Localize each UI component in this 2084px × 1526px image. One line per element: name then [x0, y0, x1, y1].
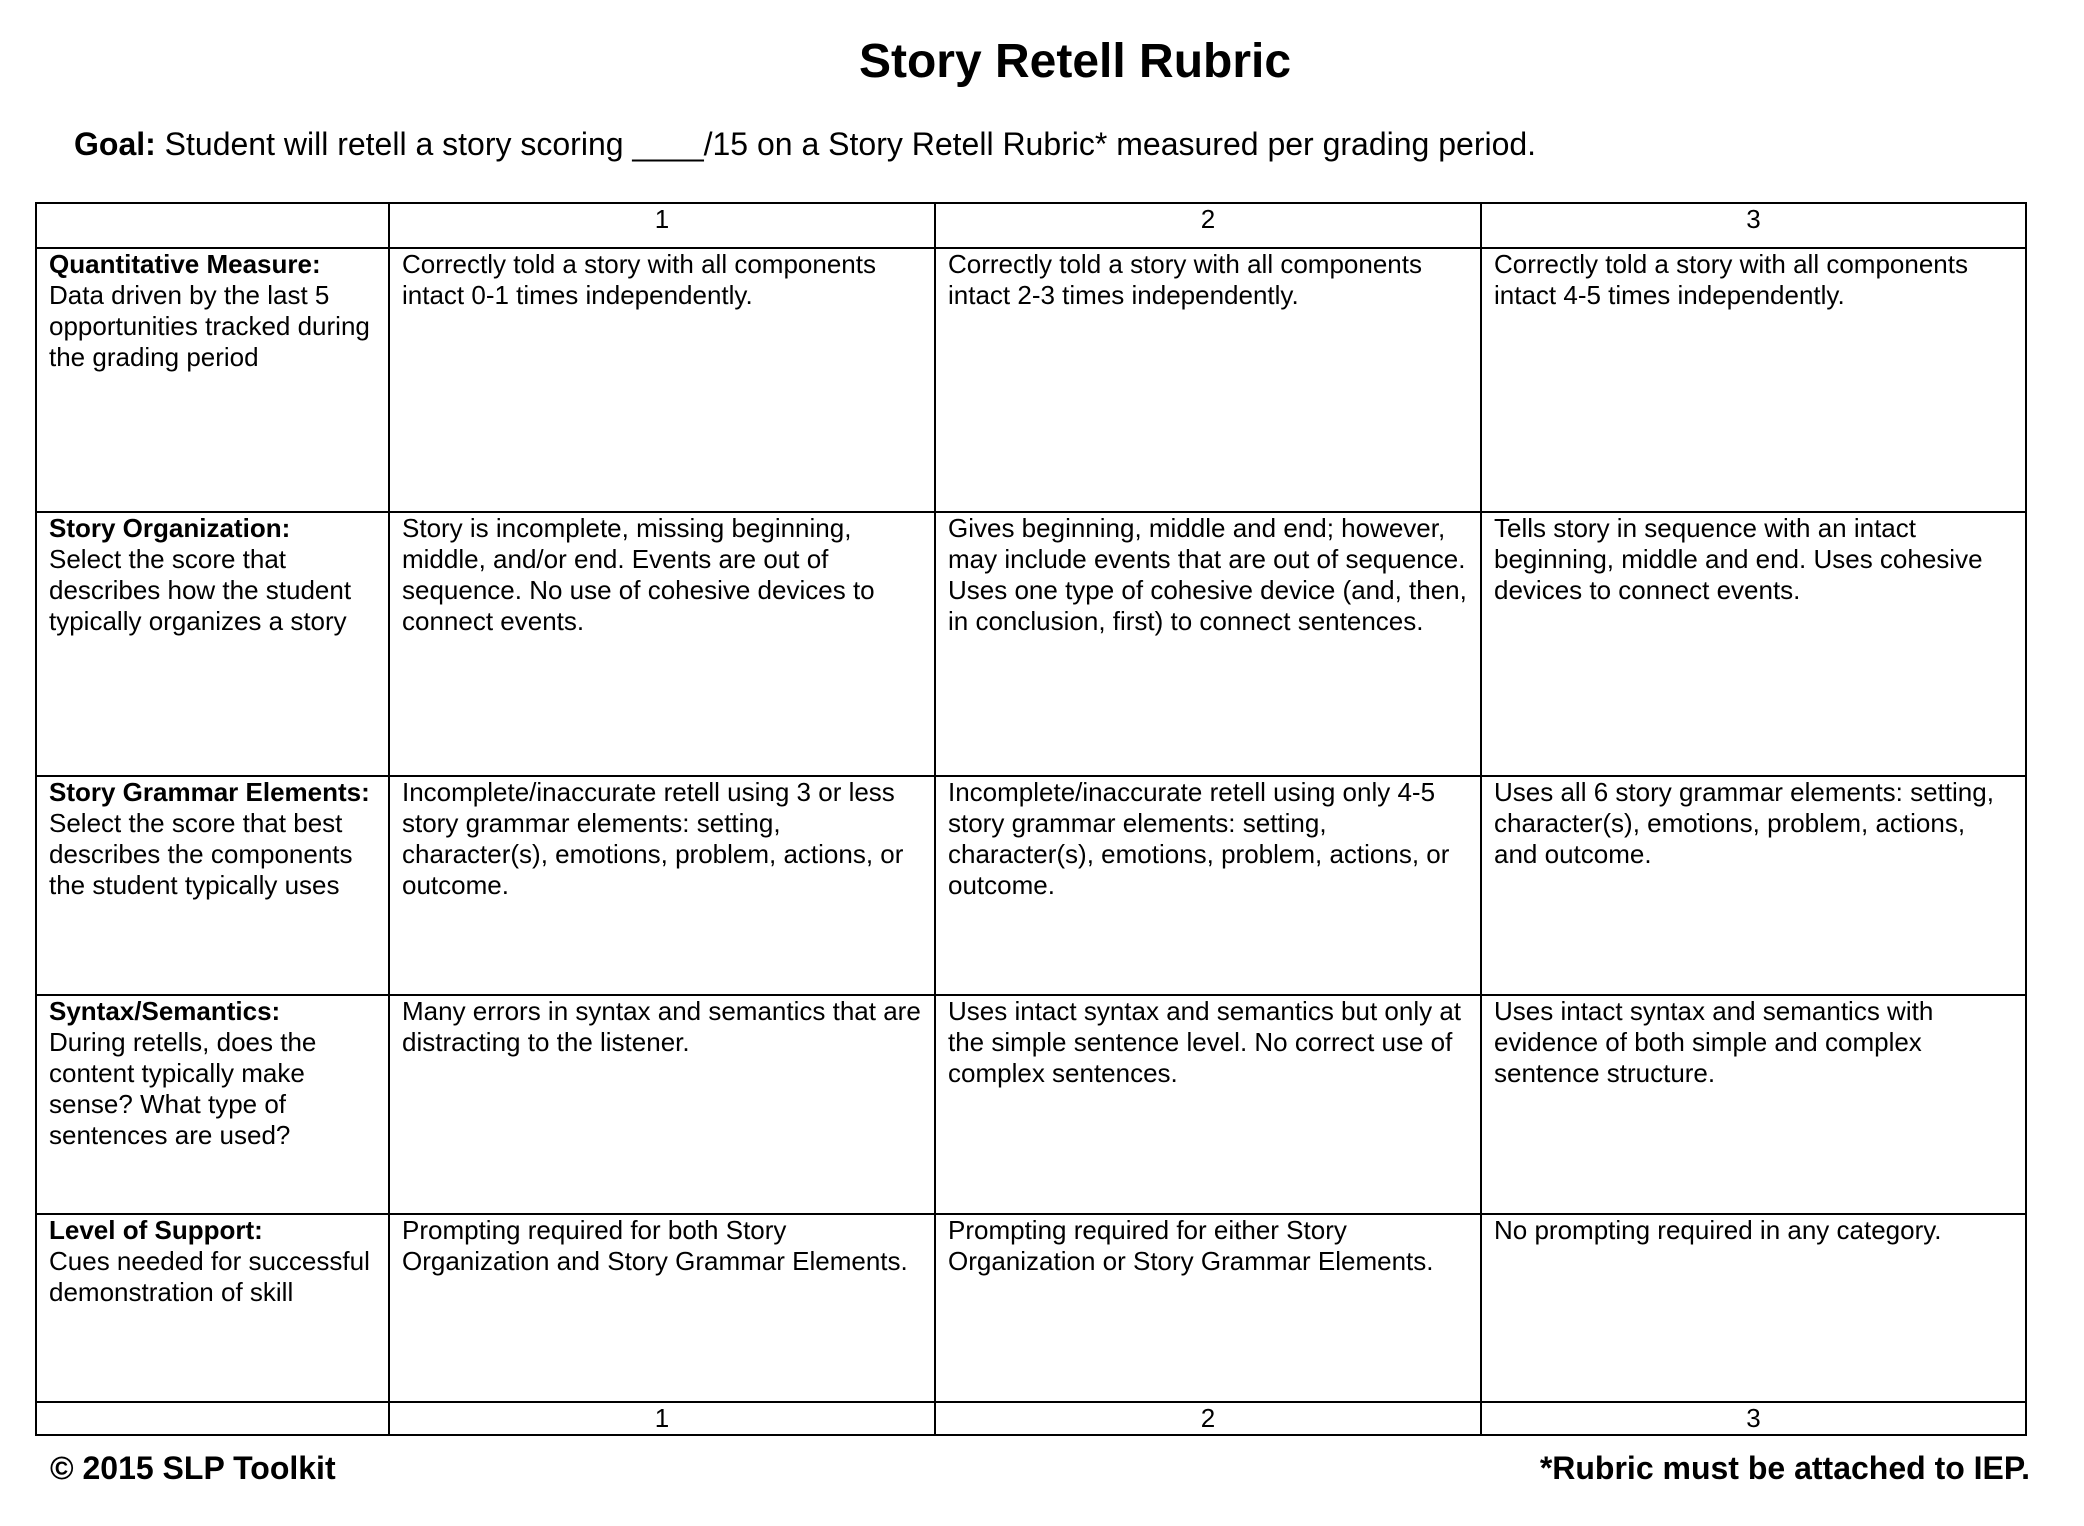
score-cell-2: Gives beginning, middle and end; however, may include events that are out of sequence. Uses one type of cohesive device (and, then, in conclusion, first) to connect sentences.	[935, 512, 1481, 776]
category-cell	[36, 1214, 389, 1402]
rubric-row-organization	[36, 512, 2026, 776]
score-cell-2: Incomplete/inaccurate retell using only 4-5 story grammar elements: setting, character(s), emotions, problem, actions, or outcome.	[935, 776, 1481, 995]
category-cell	[36, 248, 389, 512]
goal-statement	[74, 124, 1536, 164]
score-cell-3: No prompting required in any category.	[1481, 1214, 2026, 1402]
score-footer-2: 2	[935, 1402, 1481, 1435]
score-cell-1: Incomplete/inaccurate retell using 3 or less story grammar elements: setting, character(s), emotions, problem, actions, or outcome.	[389, 776, 935, 995]
rubric-row-quantitative	[36, 248, 2026, 512]
score-cell-1: Prompting required for both Story Organization and Story Grammar Elements.	[389, 1214, 935, 1402]
score-header-3: 3	[1481, 203, 2026, 248]
score-cell-2: Correctly told a story with all components intact 2-3 times independently.	[935, 248, 1481, 512]
category-description: During retells, does the content typically make sense? What type of sentences are used?	[49, 1027, 317, 1150]
category-title: Story Grammar Elements:	[49, 777, 370, 807]
category-title: Level of Support:	[49, 1215, 263, 1245]
goal-label: Goal:	[74, 126, 156, 162]
page-title: Story Retell Rubric	[858, 35, 1292, 88]
footer-blank-cell	[36, 1402, 389, 1435]
score-cell-2: Prompting required for either Story Organization or Story Grammar Elements.	[935, 1214, 1481, 1402]
score-cell-3: Uses intact syntax and semantics with evidence of both simple and complex sentence structure.	[1481, 995, 2026, 1214]
rubric-row-syntax	[36, 995, 2026, 1214]
score-cell-1: Story is incomplete, missing beginning, middle, and/or end. Events are out of sequence. No use of cohesive devices to connect events.	[389, 512, 935, 776]
score-cell-3: Correctly told a story with all components intact 4-5 times independently.	[1481, 248, 2026, 512]
iep-note: *Rubric must be attached to IEP.	[1539, 1450, 2030, 1486]
score-header-row-bottom	[36, 1402, 2026, 1435]
rubric-row-grammar	[36, 776, 2026, 995]
rubric-row-support	[36, 1214, 2026, 1402]
rubric-table	[35, 202, 2027, 1436]
category-cell	[36, 995, 389, 1214]
score-cell-3: Uses all 6 story grammar elements: setting, character(s), emotions, problem, actions, and outcome.	[1481, 776, 2026, 995]
copyright-notice: © 2015 SLP Toolkit	[50, 1450, 336, 1486]
category-cell	[36, 512, 389, 776]
score-header-row-top	[36, 203, 2026, 248]
goal-text: Student will retell a story scoring ____/15 on a Story Retell Rubric* measured per grading period.	[155, 126, 1537, 162]
score-header-1: 1	[389, 203, 935, 248]
score-footer-3: 3	[1481, 1402, 2026, 1435]
score-cell-2: Uses intact syntax and semantics but only at the simple sentence level. No correct use of complex sentences.	[935, 995, 1481, 1214]
score-cell-1: Correctly told a story with all components intact 0-1 times independently.	[389, 248, 935, 512]
category-description: Select the score that best describes the components the student typically uses	[49, 808, 353, 900]
category-description: Select the score that describes how the student typically organizes a story	[49, 544, 352, 636]
score-footer-1: 1	[389, 1402, 935, 1435]
category-cell	[36, 776, 389, 995]
header-blank-cell	[36, 203, 389, 248]
category-description: Cues needed for successful demonstration of skill	[49, 1246, 370, 1307]
category-description: Data driven by the last 5 opportunities tracked during the grading period	[49, 280, 370, 372]
category-title: Story Organization:	[49, 513, 291, 543]
category-title: Quantitative Measure:	[49, 249, 321, 279]
score-cell-1: Many errors in syntax and semantics that are distracting to the listener.	[389, 995, 935, 1214]
score-header-2: 2	[935, 203, 1481, 248]
category-title: Syntax/Semantics:	[49, 996, 281, 1026]
score-cell-3: Tells story in sequence with an intact beginning, middle and end. Uses cohesive devices to connect events.	[1481, 512, 2026, 776]
